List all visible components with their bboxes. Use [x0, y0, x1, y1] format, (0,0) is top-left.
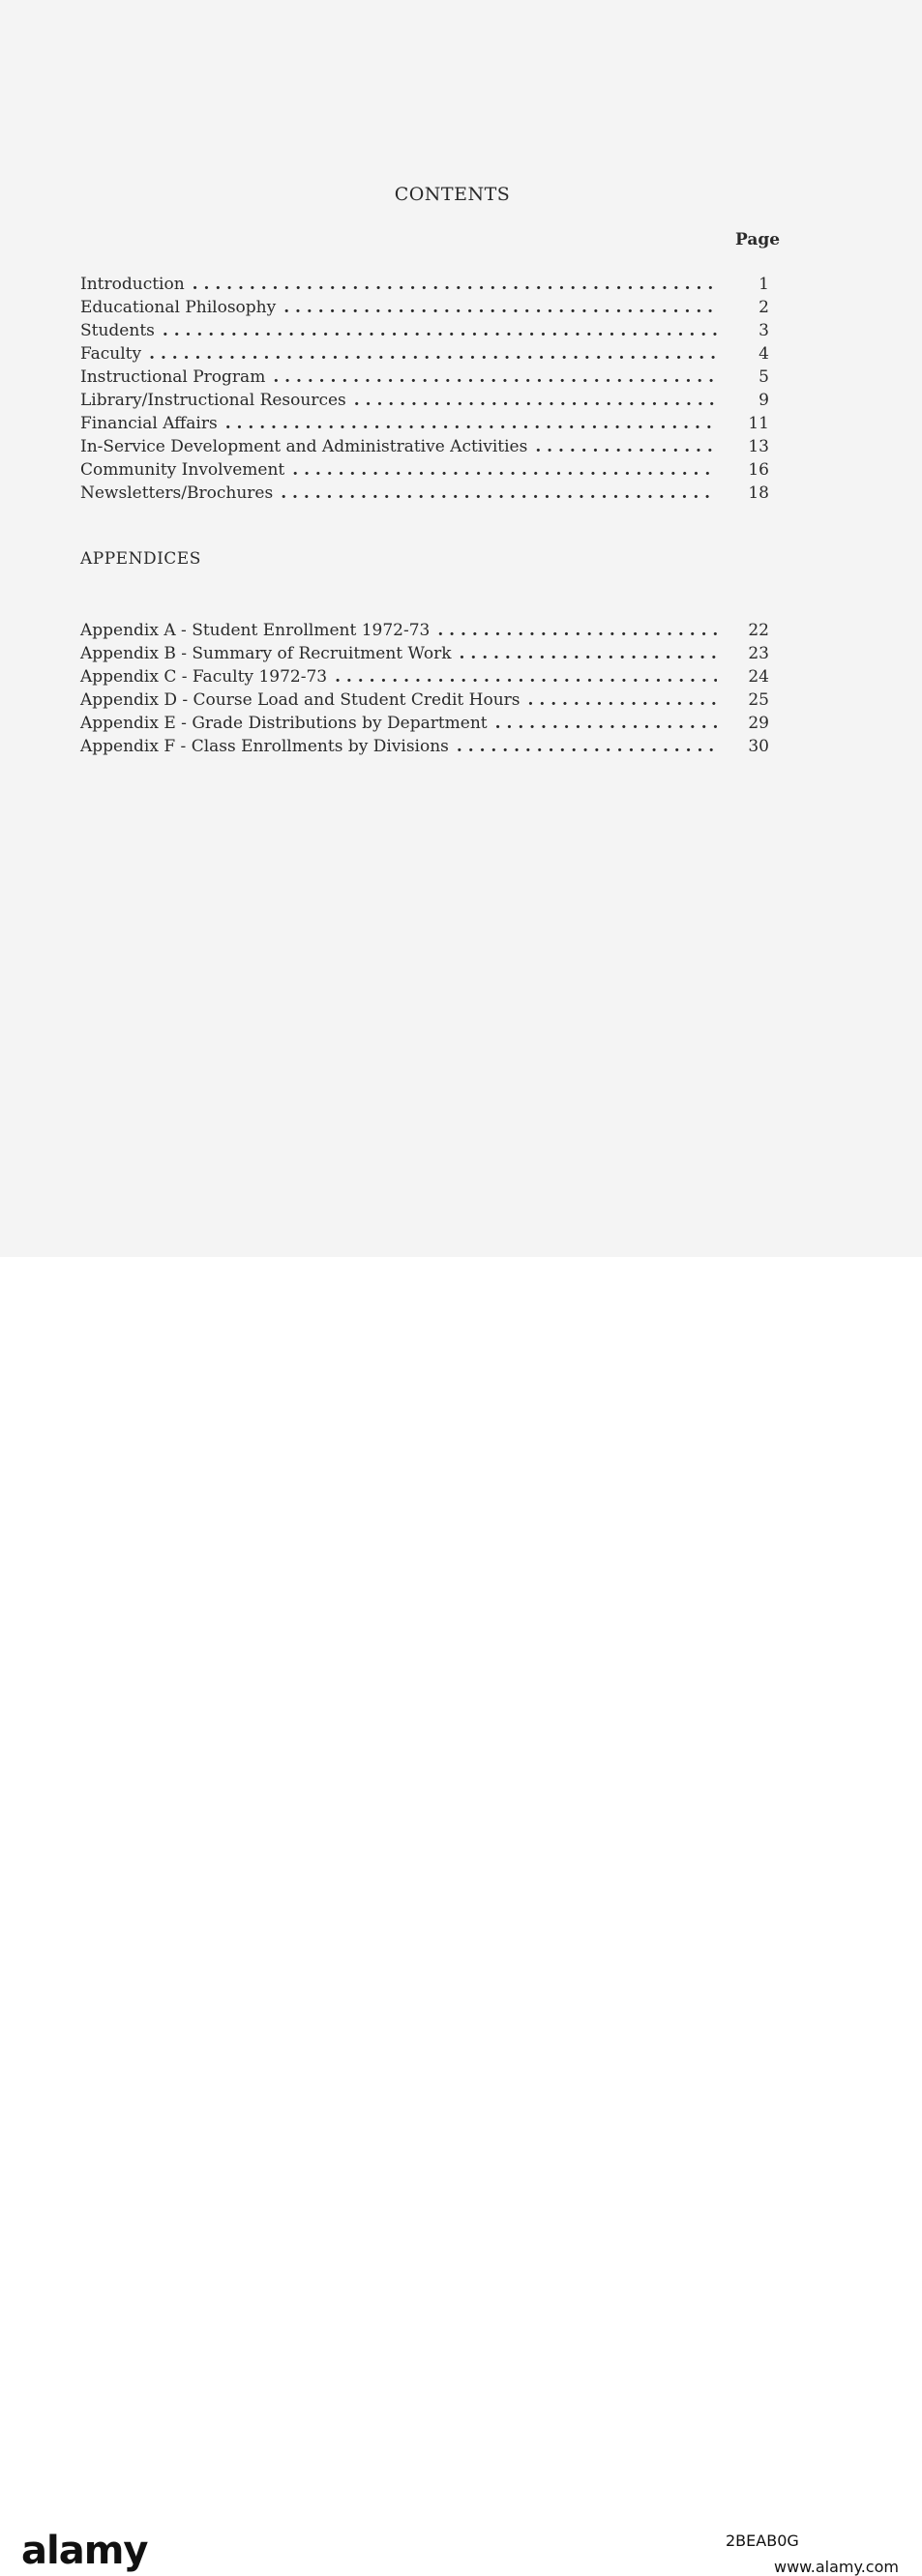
toc-entry-page: 4 [758, 344, 769, 364]
watermark-bar [0, 1257, 922, 2576]
toc-entry-page: 2 [758, 298, 769, 317]
appendix-entry-title: Appendix F - Class Enrollments by Divisions [80, 737, 449, 756]
toc-entry [80, 458, 769, 482]
appendix-entry [80, 735, 769, 758]
watermark-url: www.alamy.com [774, 2558, 899, 2576]
dot-leader [149, 342, 717, 366]
page-column-label: Page [735, 230, 781, 249]
dot-leader [437, 619, 717, 642]
appendix-entry [80, 642, 769, 665]
watermark-logo: alamy [21, 2529, 148, 2573]
toc-entry [80, 482, 769, 505]
toc-entry-title: Educational Philosophy [80, 298, 277, 317]
dot-leader [225, 412, 717, 435]
dot-leader [292, 458, 717, 482]
appendices-list [80, 619, 769, 758]
appendix-entry-page: 29 [748, 714, 769, 733]
appendix-entry [80, 688, 769, 712]
toc-entry [80, 412, 769, 435]
toc-entry [80, 389, 769, 412]
dot-leader [193, 273, 717, 296]
dot-leader [460, 642, 717, 665]
toc-entry-title: Community Involvement [80, 460, 285, 480]
appendix-entry-title: Appendix C - Faculty 1972-73 [80, 667, 328, 687]
toc-entry-page: 5 [758, 367, 769, 387]
dot-leader [273, 366, 717, 389]
toc-entry-page: 11 [748, 414, 769, 433]
toc-entry-page: 13 [748, 437, 769, 456]
toc-entry-title: Library/Instructional Resources [80, 391, 346, 410]
toc-entry-title: Faculty [80, 344, 142, 364]
toc-entry [80, 435, 769, 458]
toc-entry-page: 3 [758, 321, 769, 340]
appendix-entry-title: Appendix B - Summary of Recruitment Work [80, 644, 452, 663]
contents-heading: CONTENTS [394, 184, 511, 205]
toc-entry-page: 18 [748, 483, 769, 503]
dot-leader [283, 296, 717, 319]
toc-entry [80, 296, 769, 319]
toc-entry-title: Financial Affairs [80, 414, 218, 433]
toc-entry-title: Newsletters/Brochures [80, 483, 274, 503]
dot-leader [528, 688, 717, 712]
appendix-entry-page: 25 [748, 690, 769, 710]
toc-entry-title: Instructional Program [80, 367, 266, 387]
toc-entry-page: 1 [758, 275, 769, 294]
appendix-entry-page: 23 [748, 644, 769, 663]
appendix-entry-title: Appendix E - Grade Distributions by Department [80, 714, 488, 733]
appendix-entry-title: Appendix D - Course Load and Student Credit Hours [80, 690, 520, 710]
contents-list [80, 273, 769, 505]
appendix-entry [80, 712, 769, 735]
dot-leader [495, 712, 717, 735]
toc-entry-title: In-Service Development and Administrative Activities [80, 437, 528, 456]
toc-entry [80, 273, 769, 296]
dot-leader [281, 482, 717, 505]
watermark-image-id: 2BEAB0G [726, 2532, 799, 2550]
toc-entry-title: Introduction [80, 275, 185, 294]
appendix-entry-page: 30 [748, 737, 769, 756]
toc-entry [80, 366, 769, 389]
appendix-entry-page: 24 [748, 667, 769, 687]
dot-leader [535, 435, 717, 458]
toc-entry-page: 9 [758, 391, 769, 410]
document-page [0, 0, 922, 1257]
toc-entry-title: Students [80, 321, 155, 340]
dot-leader [354, 389, 717, 412]
appendices-heading: APPENDICES [80, 549, 201, 569]
appendix-entry [80, 665, 769, 688]
toc-entry-page: 16 [748, 460, 769, 480]
toc-entry [80, 342, 769, 366]
toc-entry [80, 319, 769, 342]
appendix-entry-page: 22 [748, 621, 769, 640]
dot-leader [163, 319, 717, 342]
dot-leader [457, 735, 717, 758]
dot-leader [335, 665, 717, 688]
appendix-entry [80, 619, 769, 642]
appendix-entry-title: Appendix A - Student Enrollment 1972-73 [80, 621, 431, 640]
